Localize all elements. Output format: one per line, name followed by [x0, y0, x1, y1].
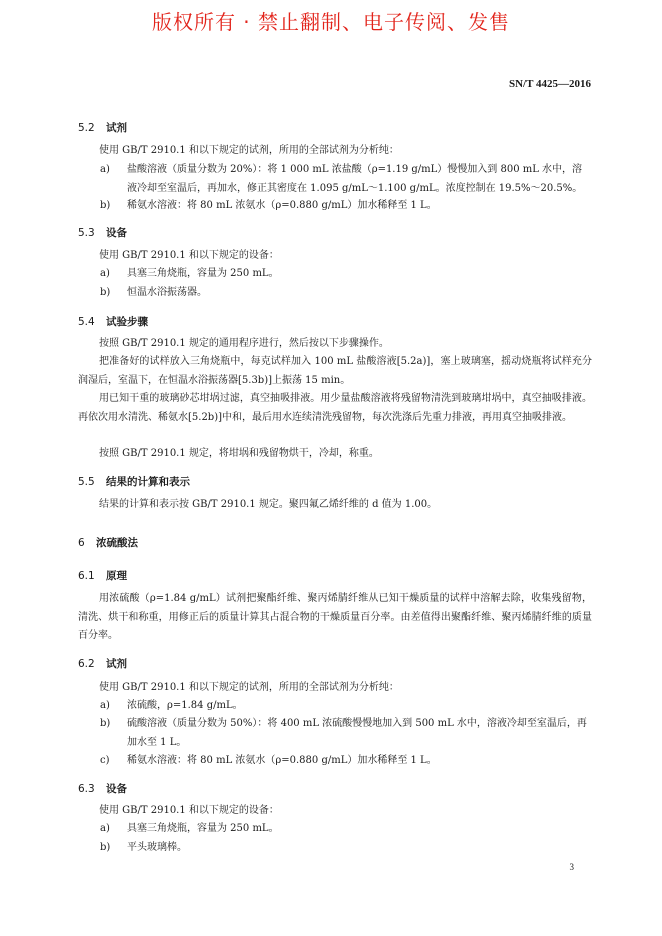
paragraph: 把准备好的试样放入三角烧瓶中，每克试样加入 100 mL 盐酸溶液[5.2a)]，塞上玻璃塞，摇动烧瓶将试样充分润湿后，室温下，在恒温水浴振荡器[5.3b)]上振荡 15 min。 [78, 356, 592, 386]
list-marker: a) [100, 700, 110, 711]
section-6-3-heading [78, 781, 127, 796]
section-title: 结果的计算和表示 [106, 476, 190, 488]
document-number: SN/T 4425—2016 [508, 78, 591, 90]
list-item [100, 715, 592, 752]
section-number: 6.3 [78, 783, 95, 795]
section-number: 5.2 [78, 122, 95, 134]
list-item [100, 284, 592, 303]
section-title: 原理 [106, 570, 127, 582]
list-marker: b) [100, 718, 111, 729]
chapter-number: 6 [78, 537, 85, 549]
section-5-4-heading [78, 314, 148, 329]
list-item [100, 197, 592, 216]
copyright-banner: 版权所有 · 禁止翻制、电子传阅、发售 [151, 10, 511, 34]
list-item [100, 697, 592, 716]
list-text: 恒温水浴振荡器。 [127, 287, 207, 298]
section-5-3-heading [78, 225, 127, 240]
list-marker: b) [100, 287, 111, 298]
paragraph: 按照 GB/T 2910.1 规定的通用程序进行，然后按以下步骤操作。 [99, 338, 389, 349]
section-number: 6.1 [78, 570, 95, 582]
section-number: 5.3 [78, 227, 95, 239]
list-text: 具塞三角烧瓶，容量为 250 mL。 [127, 823, 279, 834]
section-title: 设备 [106, 227, 127, 239]
list-item [100, 752, 592, 771]
list-text: 平头玻璃棒。 [127, 842, 187, 853]
list-text: 稀氨水溶液：将 80 mL 浓氨水（ρ=0.880 g/mL）加水稀释至 1 L。 [127, 200, 437, 211]
section-5-2-intro: 使用 GB/T 2910.1 和以下规定的试剂，所用的全部试剂为分析纯： [99, 145, 399, 156]
section-5-3-intro: 使用 GB/T 2910.1 和以下规定的设备： [99, 250, 279, 261]
list-marker: a) [100, 823, 110, 834]
section-title: 试剂 [106, 658, 127, 670]
section-6-3-intro: 使用 GB/T 2910.1 和以下规定的设备： [99, 805, 279, 816]
list-marker: a) [100, 268, 110, 279]
section-6-1-heading [78, 568, 127, 583]
section-number: 6.2 [78, 658, 95, 670]
list-text: 盐酸溶液（质量分数为 20%）：将 1 000 mL 浓盐酸（ρ=1.19 g/mL）慢慢加入到 800 mL 水中，溶液冷却至室温后，再加水，修正其密度在 1.095 g/mL～1.100 g/mL。浓度控制在 19.5%～20.5%。 [127, 164, 583, 194]
list-marker: b) [100, 200, 111, 211]
paragraph: 用已知干重的玻璃砂芯坩埚过滤，真空抽吸排液。用少量盐酸溶液将残留物清洗到玻璃坩埚中，真空抽吸排液。再依次用水清洗、稀氨水[5.2b)]中和，最后用水连续清洗残留物，每次洗涤后先重力排液，再用真空抽吸排液。 [78, 393, 592, 423]
list-item [100, 161, 592, 198]
paragraph: 按照 GB/T 2910.1 规定，将坩埚和残留物烘干，冷却，称重。 [99, 448, 379, 459]
chapter-6-heading [78, 535, 138, 550]
section-5-5-heading [78, 474, 190, 489]
section-6-2-heading [78, 656, 127, 671]
list-item [100, 820, 592, 839]
page-number: 3 [569, 862, 574, 872]
list-text: 稀氨水溶液：将 80 mL 浓氨水（ρ=0.880 g/mL）加水稀释至 1 L。 [127, 755, 437, 766]
paragraph: 用浓硫酸（ρ=1.84 g/mL）试剂把聚酯纤维、聚丙烯腈纤维从已知干燥质量的试样中溶解去除，收集残留物，清洗、烘干和称重，用修正后的质量计算其占混合物的干燥质量百分率。由差值得出聚酯纤维、聚丙烯腈纤维的质量百分率。 [78, 593, 592, 641]
chapter-title: 浓硫酸法 [96, 537, 138, 549]
paragraph: 结果的计算和表示按 GB/T 2910.1 规定。聚四氟乙烯纤维的 d 值为 1.00。 [99, 499, 438, 510]
list-marker: b) [100, 842, 111, 853]
list-item [100, 265, 592, 284]
list-text: 具塞三角烧瓶，容量为 250 mL。 [127, 268, 279, 279]
section-title: 试验步骤 [106, 316, 148, 328]
section-number: 5.5 [78, 476, 95, 488]
list-marker: c) [100, 755, 110, 766]
section-title: 设备 [106, 783, 127, 795]
list-text: 浓硫酸，ρ=1.84 g/mL。 [127, 700, 243, 711]
list-marker: a) [100, 164, 110, 175]
list-text: 硫酸溶液（质量分数为 50%）：将 400 mL 浓硫酸慢慢地加入到 500 mL 水中，溶液冷却至室温后，再加水至 1 L。 [127, 718, 587, 748]
section-6-2-intro: 使用 GB/T 2910.1 和以下规定的试剂，所用的全部试剂为分析纯： [99, 682, 399, 693]
section-title: 试剂 [106, 122, 127, 134]
section-number: 5.4 [78, 316, 95, 328]
section-5-2-heading [78, 120, 127, 135]
list-item [100, 839, 592, 858]
